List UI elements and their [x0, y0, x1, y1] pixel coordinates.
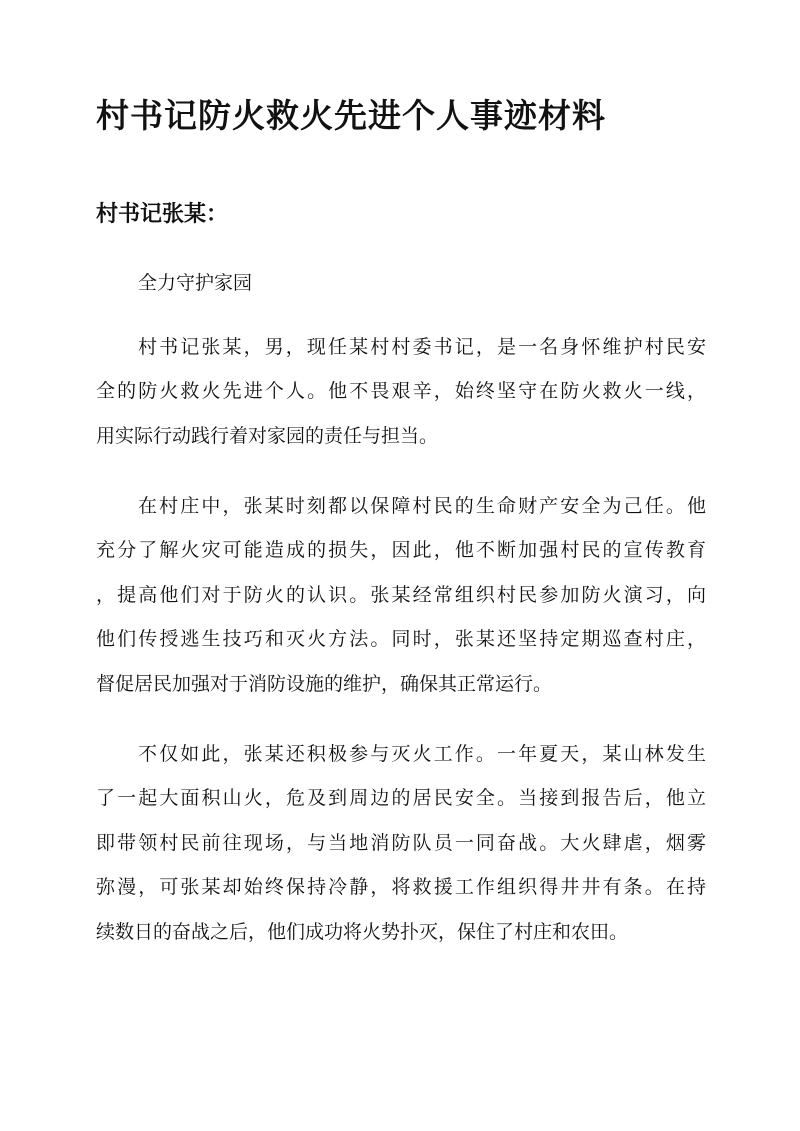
subheading: 全力守护家园 — [138, 272, 253, 294]
section-heading: 村书记张某： — [96, 201, 229, 227]
paragraph-line: 了一起大面积山火，危及到周边的居民安全。当接到报告后，他立 — [96, 787, 706, 810]
paragraph-line: 他们传授逃生技巧和灭火方法。同时，张某还坚持定期巡查村庄， — [96, 628, 706, 651]
paragraph-line: 弥漫，可张某却始终保持冷静，将救援工作组织得井井有条。在持 — [96, 876, 706, 899]
paragraph-line: 即带领村民前往现场，与当地消防队员一同奋战。大火肆虐，烟雾 — [96, 831, 706, 854]
paragraph-line: 全的防火救火先进个人。他不畏艰辛，始终坚守在防火救火一线， — [96, 380, 706, 403]
paragraph-line: ，提高他们对于防火的认识。张某经常组织村民参加防火演习，向 — [96, 583, 706, 606]
paragraph-2 — [96, 484, 706, 706]
paragraph-3 — [96, 732, 706, 954]
paragraph-line: 续数日的奋战之后，他们成功将火势扑灭，保住了村庄和农田。 — [96, 920, 629, 943]
document-title: 村书记防火救火先进个人事迹材料 — [96, 96, 606, 135]
paragraph-line: 充分了解火灾可能造成的损失，因此，他不断加强村民的宣传教育 — [96, 539, 706, 562]
paragraph-line: 村书记张某，男，现任某村村委书记，是一名身怀维护村民安 — [138, 336, 706, 358]
paragraph-line: 不仅如此，张某还积极参与灭火工作。一年夏天，某山林发生 — [138, 743, 706, 765]
paragraph-line: 用实际行动践行着对家园的责任与担当。 — [96, 424, 439, 447]
paragraph-line: 在村庄中，张某时刻都以保障村民的生命财产安全为己任。他 — [138, 495, 706, 517]
paragraph-line: 督促居民加强对于消防设施的维护，确保其正常运行。 — [96, 672, 553, 695]
paragraph-1 — [96, 325, 706, 458]
